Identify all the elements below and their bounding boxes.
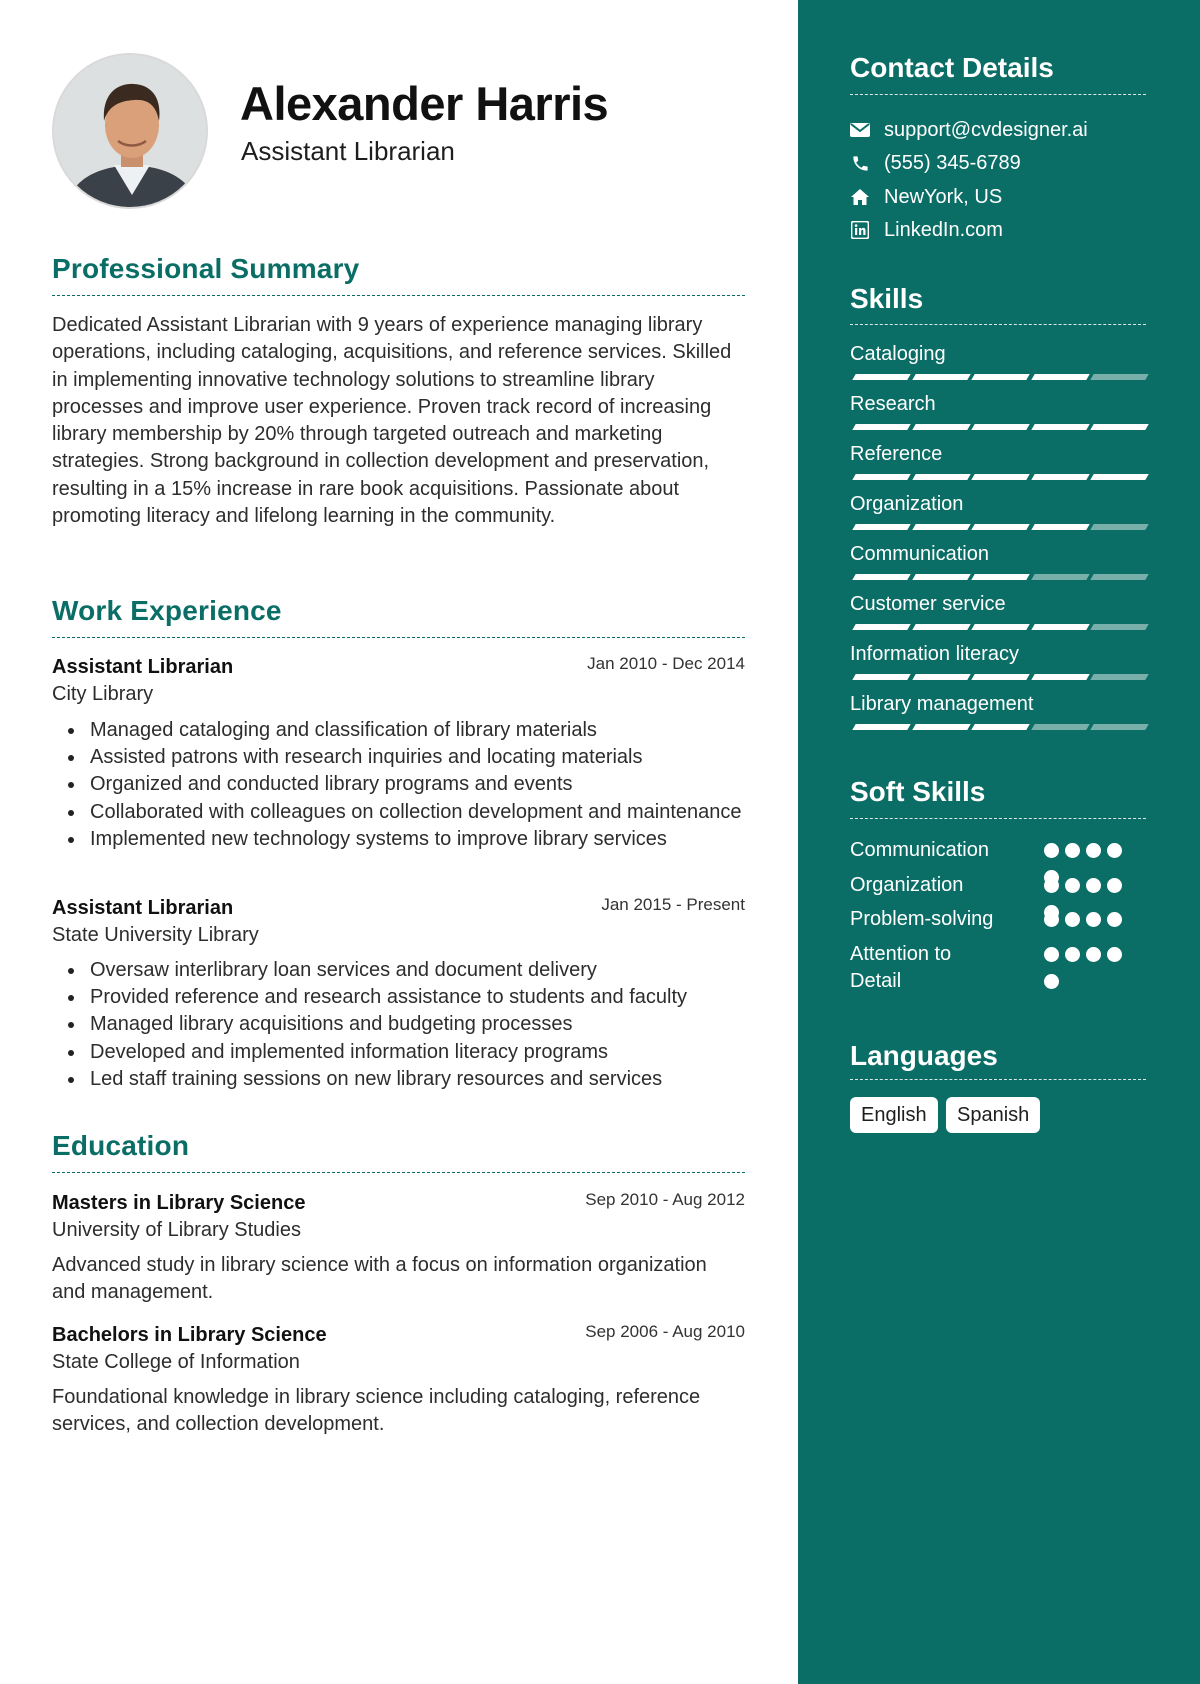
contact-location-text: NewYork, US xyxy=(884,185,1003,208)
experience-title: Work Experience xyxy=(52,595,282,626)
skill-level-segment xyxy=(1090,524,1148,530)
skill-level-segment xyxy=(1090,674,1148,680)
job-bullets xyxy=(52,957,745,1093)
education-dates: Sep 2010 - Aug 2012 xyxy=(585,1190,745,1209)
list-item: Provided reference and research assistance to students and faculty xyxy=(52,984,745,1011)
skill-level-segment xyxy=(971,524,1029,530)
skill-level-segment xyxy=(1090,474,1148,480)
contact-email-text: support@cvdesigner.ai xyxy=(884,118,1088,141)
skill-level-segment xyxy=(1031,424,1089,430)
list-item: Developed and implemented information literacy programs xyxy=(52,1039,745,1066)
list-item: Managed cataloging and classification of library materials xyxy=(52,717,745,744)
sidebar xyxy=(798,0,1200,1684)
contact-email[interactable] xyxy=(850,116,1088,144)
language-tag: Spanish xyxy=(946,1097,1040,1133)
skill-level-segment xyxy=(912,724,970,730)
skill-level-segment xyxy=(1031,524,1089,530)
candidate-role: Assistant Librarian xyxy=(241,136,455,166)
rating-dot xyxy=(1086,947,1101,962)
skill-level-segment xyxy=(912,474,970,480)
job-bullets xyxy=(52,717,745,853)
profile-photo xyxy=(54,55,208,209)
rating-dot xyxy=(1107,947,1122,962)
skill-level-bar xyxy=(850,724,1146,731)
rating-dot xyxy=(1065,912,1080,927)
list-item: Managed library acquisitions and budgeting processes xyxy=(52,1011,745,1038)
skill-level-bar xyxy=(850,424,1146,431)
skill-level-bar xyxy=(850,574,1146,581)
skill-label: Library management xyxy=(850,693,1034,715)
skill-level-segment xyxy=(912,374,970,380)
skill-label: Customer service xyxy=(850,593,1006,615)
education-title: Education xyxy=(52,1130,190,1161)
skill-level-segment xyxy=(912,524,970,530)
skill-level-segment xyxy=(852,724,910,730)
skill-level-segment xyxy=(1090,574,1148,580)
rating-dot xyxy=(1107,912,1122,927)
skill-label: Organization xyxy=(850,493,964,515)
section-divider xyxy=(850,94,1146,95)
skill-label: Research xyxy=(850,393,936,415)
skill-level-segment xyxy=(1090,724,1148,730)
soft-skill-rating xyxy=(1044,843,1134,859)
skill-level-segment xyxy=(912,674,970,680)
skill-level-bar xyxy=(850,624,1146,631)
school-name: State College of Information xyxy=(52,1351,300,1373)
skill-level-segment xyxy=(971,674,1029,680)
skill-level-segment xyxy=(1031,674,1089,680)
section-divider xyxy=(850,324,1146,325)
skill-level-segment xyxy=(971,424,1029,430)
skill-level-segment xyxy=(852,424,910,430)
rating-dot xyxy=(1044,843,1059,858)
skill-level-segment xyxy=(1031,624,1089,630)
soft-skill-label: Problem-solving xyxy=(850,908,994,930)
rating-dot xyxy=(1065,947,1080,962)
skill-level-segment xyxy=(852,374,910,380)
home-icon xyxy=(850,187,870,207)
degree-title: Masters in Library Science xyxy=(52,1192,306,1214)
skill-level-segment xyxy=(852,574,910,580)
education-description: Foundational knowledge in library science including cataloging, reference services, and collection development. xyxy=(52,1386,701,1436)
contact-location xyxy=(850,183,1002,211)
rating-dot xyxy=(1044,947,1059,962)
summary-title: Professional Summary xyxy=(52,253,360,284)
skill-level-segment xyxy=(971,474,1029,480)
section-divider xyxy=(850,818,1146,819)
section-divider xyxy=(52,637,745,638)
list-item: Implemented new technology systems to improve library services xyxy=(52,826,745,853)
skill-level-segment xyxy=(1090,624,1148,630)
skill-level-segment xyxy=(971,374,1029,380)
contact-linkedin[interactable] xyxy=(850,216,1003,244)
rating-dot xyxy=(1086,878,1101,893)
soft-skills-title: Soft Skills xyxy=(850,776,986,807)
soft-skill-label: Organization xyxy=(850,874,964,896)
soft-skill-rating xyxy=(1044,947,1134,963)
list-item: Collaborated with colleagues on collection development and maintenance xyxy=(52,799,745,826)
skill-level-segment xyxy=(1031,374,1089,380)
phone-icon xyxy=(850,153,870,173)
education-dates: Sep 2006 - Aug 2010 xyxy=(585,1322,745,1341)
list-item: Oversaw interlibrary loan services and document delivery xyxy=(52,957,745,984)
skill-level-segment xyxy=(1031,724,1089,730)
skill-level-segment xyxy=(852,674,910,680)
job-dates: Jan 2010 - Dec 2014 xyxy=(587,654,745,673)
job-title: Assistant Librarian xyxy=(52,656,234,678)
envelope-icon xyxy=(850,120,870,140)
job-organization: City Library xyxy=(52,683,154,705)
rating-dot xyxy=(1065,843,1080,858)
job-dates: Jan 2015 - Present xyxy=(601,895,745,914)
skill-level-segment xyxy=(1090,424,1148,430)
skill-level-segment xyxy=(852,624,910,630)
skill-level-segment xyxy=(912,624,970,630)
skill-label: Information literacy xyxy=(850,643,1019,665)
language-tag: English xyxy=(850,1097,938,1133)
contact-phone[interactable] xyxy=(850,149,1021,177)
skill-level-segment xyxy=(1031,574,1089,580)
skill-level-segment xyxy=(1031,474,1089,480)
school-name: University of Library Studies xyxy=(52,1219,301,1241)
skill-label: Cataloging xyxy=(850,343,946,365)
education-description: Advanced study in library science with a focus on information organization and management. xyxy=(52,1254,707,1304)
skills-title: Skills xyxy=(850,283,924,314)
soft-skill-rating xyxy=(1044,912,1134,928)
soft-skill-label: Communication xyxy=(850,839,989,861)
skill-level-bar xyxy=(850,374,1146,381)
linkedin-icon xyxy=(850,220,870,240)
skill-label: Communication xyxy=(850,543,989,565)
section-divider xyxy=(52,295,745,296)
list-item: Led staff training sessions on new library resources and services xyxy=(52,1066,745,1093)
list-item: Organized and conducted library programs and events xyxy=(52,771,745,798)
rating-dot xyxy=(1086,843,1101,858)
soft-skill-rating xyxy=(1044,878,1134,894)
rating-dot xyxy=(1065,878,1080,893)
job-organization: State University Library xyxy=(52,924,259,946)
skill-level-bar xyxy=(850,474,1146,481)
list-item: Assisted patrons with research inquiries and locating materials xyxy=(52,744,745,771)
section-divider xyxy=(52,1172,745,1173)
languages-title: Languages xyxy=(850,1040,998,1071)
soft-skill-label: Attention to Detail xyxy=(850,943,952,992)
candidate-name: Alexander Harris xyxy=(240,77,609,130)
skill-level-bar xyxy=(850,674,1146,681)
job-title: Assistant Librarian xyxy=(52,897,234,919)
section-divider xyxy=(850,1079,1146,1080)
skill-level-segment xyxy=(1090,374,1148,380)
rating-dot xyxy=(1044,912,1059,927)
skill-level-bar xyxy=(850,524,1146,531)
contact-title: Contact Details xyxy=(850,52,1054,83)
rating-dot xyxy=(1044,974,1059,989)
skill-label: Reference xyxy=(850,443,943,465)
rating-dot xyxy=(1107,843,1122,858)
skill-level-segment xyxy=(971,574,1029,580)
contact-phone-text: (555) 345-6789 xyxy=(884,151,1021,174)
skill-level-segment xyxy=(852,524,910,530)
avatar xyxy=(52,53,208,209)
rating-dot xyxy=(1107,878,1122,893)
skill-level-segment xyxy=(971,624,1029,630)
skill-level-segment xyxy=(912,424,970,430)
contact-linkedin-text: LinkedIn.com xyxy=(884,218,1003,241)
rating-dot xyxy=(1044,878,1059,893)
rating-dot xyxy=(1086,912,1101,927)
skill-level-segment xyxy=(852,474,910,480)
degree-title: Bachelors in Library Science xyxy=(52,1324,327,1346)
skill-level-segment xyxy=(912,574,970,580)
summary-text: Dedicated Assistant Librarian with 9 years of experience managing library operations, including cataloging, acquisitions, and reference services. Skilled in implementing innovative technology solutions to streamline library processes and improve user experience. Proven track record of increasing library membership by 20% through targeted outreach and marketing strategies. Strong background in collection development and preservation, resulting in a 15% increase in rare book acquisitions. Passionate about promoting literacy and lifelong learning in the community. xyxy=(52,314,732,528)
skill-level-segment xyxy=(971,724,1029,730)
